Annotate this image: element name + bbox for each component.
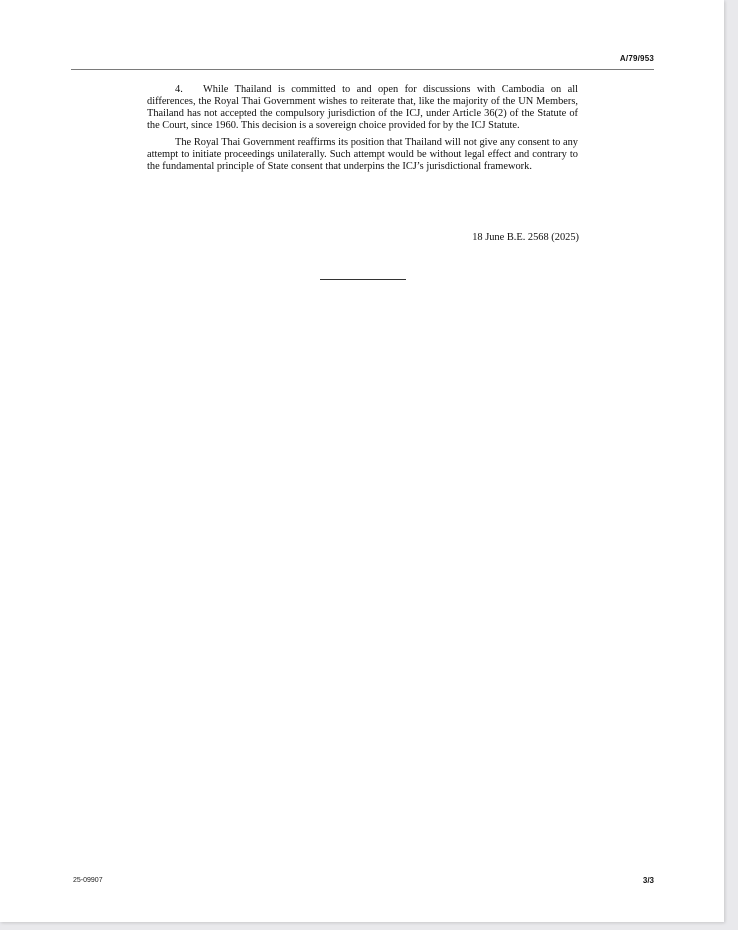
document-body [147,84,578,178]
paragraph-4-text: While Thailand is committed to and open for discussions with Cambodia on all differences, the Royal Thai Government wishes to reiterate that, like the majority of the UN Members, Thailand has not accepted the compulsory jurisdiction of the ICJ, under Article 36(2) of the Statute of the Court, since 1960. This decision is a sovereign choice provided for by the ICJ Statute. [147,84,578,132]
paragraph-reaffirmation-text: The Royal Thai Government reaffirms its position that Thailand will not give any consent to any attempt to initiate proceedings unilaterally. Such attempt would be without legal effect and contrary to the fundamental principle of State consent that underpins the ICJ’s jurisdictional framework. [147,136,578,173]
job-number: 25-09907 [73,877,103,884]
document-date: 18 June B.E. 2568 (2025) [472,232,579,243]
paragraph-4 [147,84,578,132]
header-divider [71,69,654,70]
end-of-document-rule [320,279,406,280]
paragraph-reaffirmation [147,137,578,173]
paragraph-number: 4. [175,84,183,95]
document-symbol: A/79/953 [619,54,654,63]
page-number: 3/3 [642,876,654,885]
